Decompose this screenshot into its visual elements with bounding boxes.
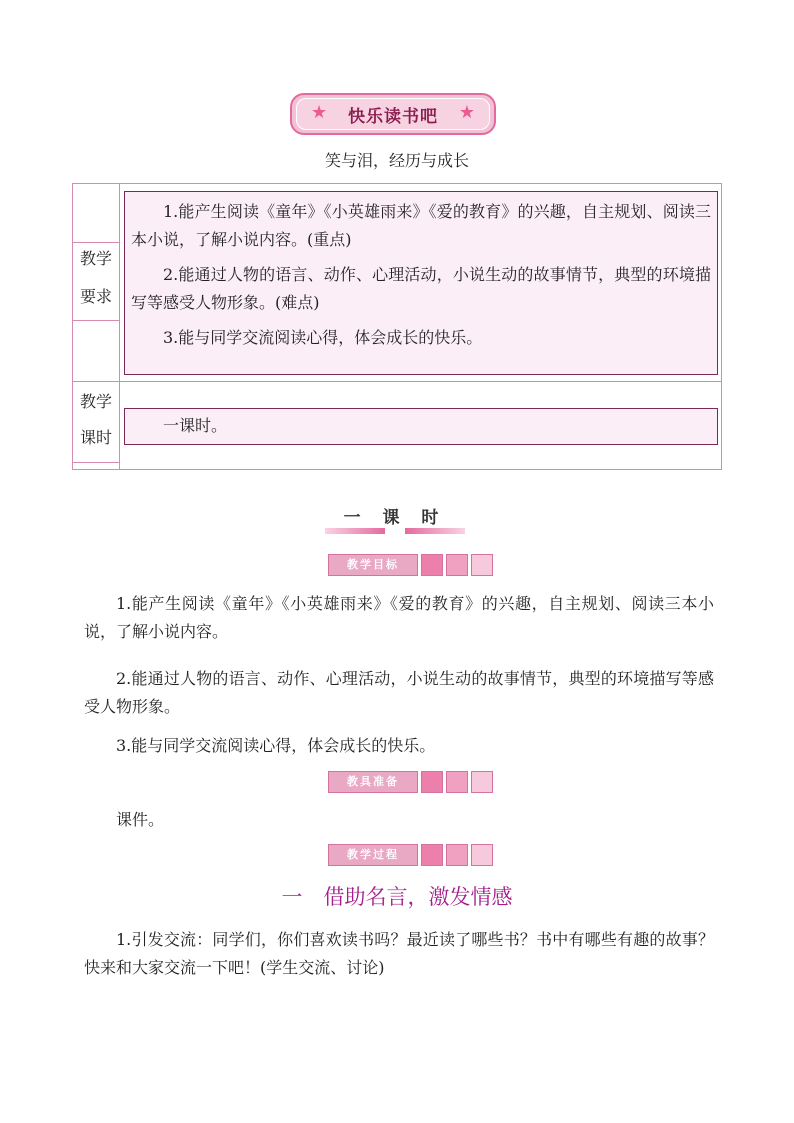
table-divider	[73, 381, 721, 382]
lesson-title: 一 课 时	[343, 508, 447, 528]
star-icon: ★	[311, 102, 328, 123]
tools-text: 课件。	[116, 810, 165, 829]
process-label: 教学过程	[328, 844, 418, 866]
requirements-box	[124, 191, 718, 375]
requirements-label: 要求	[79, 287, 112, 306]
title-banner	[290, 93, 496, 135]
hours-label: 教学	[79, 392, 112, 411]
objective-item: 1.能产生阅读《童年》《小英雄雨来》《爱的教育》的兴趣，自主规划、阅读三本小说，了解小说内容。	[84, 594, 714, 641]
tag-square	[471, 554, 493, 576]
lesson-decoration	[325, 528, 385, 534]
lesson-header	[325, 503, 465, 543]
hours-box: 一课时。	[124, 408, 718, 445]
requirement-item: 2.能通过人物的语言、动作、心理活动，小说生动的故事情节，典型的环境描写等感受人物形象。(难点)	[131, 265, 711, 312]
tag-square	[446, 554, 468, 576]
objectives-label: 教学目标	[328, 554, 418, 576]
banner-title: 快乐读书吧	[348, 106, 438, 127]
table-divider	[73, 242, 119, 243]
tag-square	[421, 844, 443, 866]
objective-item: 3.能与同学交流阅读心得，体会成长的快乐。	[116, 736, 436, 755]
page-subtitle: 笑与泪，经历与成长	[324, 151, 469, 170]
tools-label: 教具准备	[328, 771, 418, 793]
table-divider	[119, 184, 120, 469]
tag-square	[421, 554, 443, 576]
tag-square	[471, 844, 493, 866]
requirements-label: 教学	[79, 249, 112, 268]
objectives-tag	[328, 554, 493, 576]
requirement-item: 3.能与同学交流阅读心得，体会成长的快乐。	[163, 328, 483, 347]
hours-label: 课时	[79, 428, 112, 447]
process-heading: 一 借助名言，激发情感	[281, 885, 513, 909]
tools-tag	[328, 771, 493, 793]
tag-square	[471, 771, 493, 793]
table-divider	[73, 462, 119, 463]
process-step: 1.引发交流：同学们，你们喜欢读书吗？最近读了哪些书？书中有哪些有趣的故事？快来和大家交流一下吧！(学生交流、讨论)	[84, 930, 714, 977]
process-tag	[328, 844, 493, 866]
tag-square	[421, 771, 443, 793]
table-divider	[73, 320, 119, 321]
lesson-decoration	[405, 528, 465, 534]
objective-item: 2.能通过人物的语言、动作、心理活动，小说生动的故事情节，典型的环境描写等感受人物形象。	[84, 669, 714, 716]
tag-square	[446, 844, 468, 866]
star-icon: ★	[458, 102, 475, 123]
requirement-item: 1.能产生阅读《童年》《小英雄雨来》《爱的教育》的兴趣，自主规划、阅读三本小说，了解小说内容。(重点)	[131, 202, 711, 249]
teaching-table	[72, 183, 722, 470]
tag-square	[446, 771, 468, 793]
title-banner-inner	[296, 98, 490, 130]
